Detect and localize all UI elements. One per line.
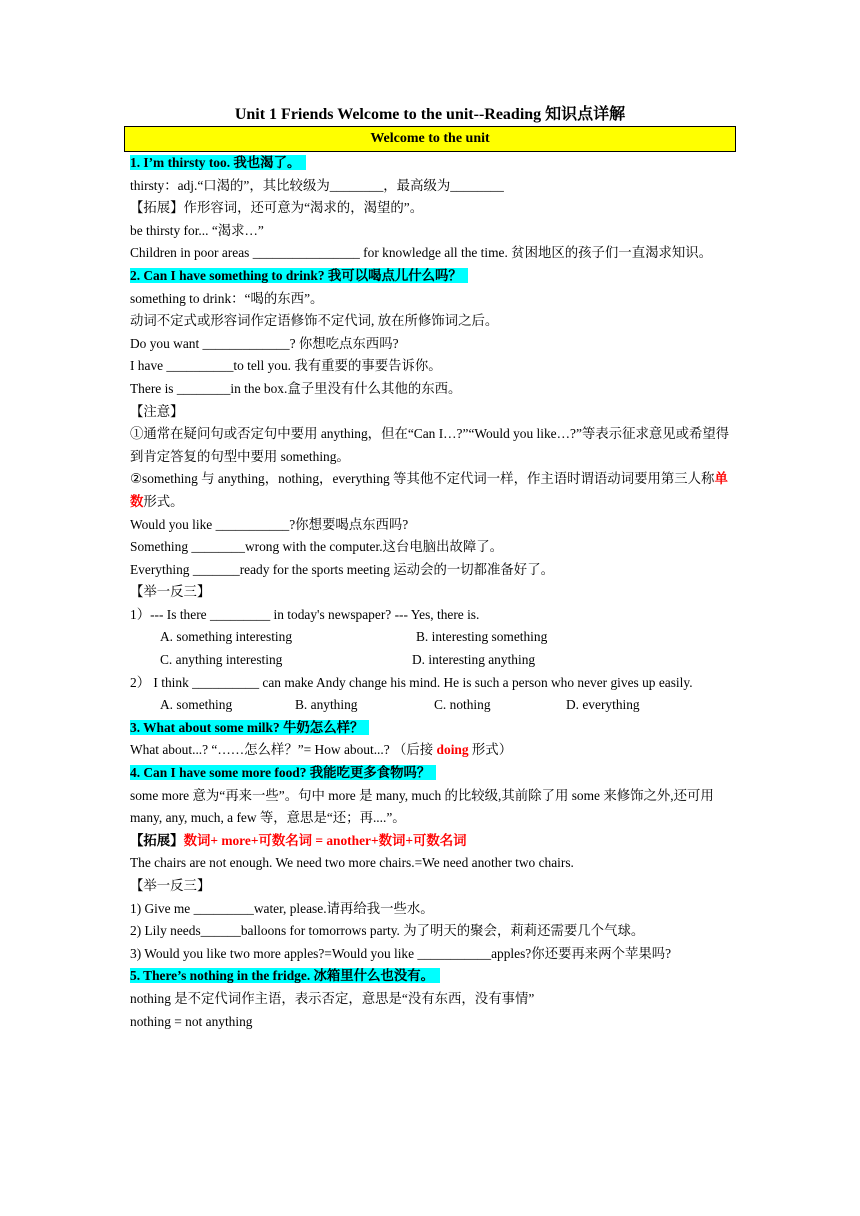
- exercise-options: [130, 626, 732, 649]
- text-line: There is ________in the box.盒子里没有什么其他的东西。: [130, 380, 462, 396]
- text-line: nothing 是不定代词作主语，表示否定，意思是“没有东西，没有事情”: [130, 990, 535, 1006]
- page-title: Unit 1 Friends Welcome to the unit--Reading 知识点详解: [234, 106, 626, 123]
- text-line: Would you like ___________?你想要喝点东西吗?: [130, 516, 409, 532]
- text-line: 动词不定式或形容词作定语修饰不定代词, 放在所修饰词之后。: [130, 313, 499, 329]
- point-1-heading: 1. I’m thirsty too. 我也渴了。: [130, 155, 306, 170]
- text-line: The chairs are not enough. We need two more chairs.=We need another two chairs.: [130, 855, 574, 871]
- highlight-text: 数词+ more+可数名词 = another+数词+可数名词: [183, 832, 467, 848]
- exercise-options: [130, 649, 732, 672]
- point-5-heading: 5. There’s nothing in the fridge. 冰箱里什么也没有。: [130, 968, 440, 983]
- text-line: 【拓展】作形容词，还可意为“渴求的，渴望的”。: [130, 200, 424, 216]
- option-b: B. anything: [295, 697, 358, 713]
- exercise-heading: 【举一反三】: [130, 584, 211, 600]
- extension-line: 【拓展】数词+ more+可数名词 = another+数词+可数名词: [130, 832, 467, 848]
- option-d: D. interesting anything: [412, 652, 536, 668]
- option-a: A. something: [160, 697, 233, 713]
- highlight-text: doing: [436, 742, 469, 758]
- text-line: something to drink：“喝的东西”。: [130, 290, 324, 306]
- text-line: nothing = not anything: [130, 1013, 253, 1029]
- text-line: I have __________to tell you. 我有重要的事要告诉你。: [130, 358, 442, 374]
- exercise-question: 1）--- Is there _________ in today's newspaper? --- Yes, there is.: [130, 606, 480, 622]
- text-line: Do you want _____________? 你想吃点东西吗?: [130, 335, 399, 351]
- text-line: Everything _______ready for the sports meeting 运动会的一切都准备好了。: [130, 561, 554, 577]
- note-item: ②something 与 anything，nothing，everything 等其他不定代词一样，作主语时谓语动词要用第三人称单数形式。: [130, 471, 728, 509]
- text-line: Something ________wrong with the computer.这台电脑出故障了。: [130, 539, 504, 555]
- option-c: C. nothing: [434, 697, 491, 713]
- note-heading: 【注意】: [130, 403, 184, 419]
- point-2-heading: 2. Can I have something to drink? 我可以喝点儿什么吗？: [130, 268, 468, 283]
- exercise-question: 2） I think __________ can make Andy change his mind. He is such a person who never gives up easily.: [130, 674, 693, 690]
- document-body: [130, 152, 732, 1033]
- note-item: ①通常在疑问句或否定句中要用 anything，但在“Can I…?”“Would you like…?”等表示征求意见或希望得到肯定答复的句型中要用 something。: [130, 426, 730, 464]
- option-b: B. interesting something: [416, 629, 548, 645]
- text-line: thirsty：adj.“口渴的”，其比较级为________，最高级为________: [130, 177, 504, 193]
- exercise-question: 3) Would you like two more apples?=Would you like ___________apples?你还要再来两个苹果吗?: [130, 945, 672, 961]
- text-line: some more 意为“再来一些”。句中 more 是 many, much 的比较级,其前除了用 some 来修饰之外,还可用 many, any, much, a few 等，意思是“还；再....”。: [130, 787, 714, 826]
- exercise-options: [130, 694, 732, 717]
- point-3-heading: 3. What about some milk? 牛奶怎么样？: [130, 720, 369, 735]
- option-c: C. anything interesting: [160, 652, 283, 668]
- option-d: D. everything: [566, 697, 640, 713]
- text-line: Children in poor areas ________________ for knowledge all the time. 贫困地区的孩子们一直渴求知识。: [130, 245, 713, 261]
- section-banner: Welcome to the unit: [124, 126, 736, 152]
- exercise-heading: 【举一反三】: [130, 878, 211, 893]
- option-a: A. something interesting: [160, 629, 293, 645]
- point-4-heading: 4. Can I have some more food? 我能吃更多食物吗？: [130, 765, 436, 780]
- text-line: be thirsty for... “渴求…”: [130, 222, 264, 238]
- exercise-question: 1) Give me _________water, please.请再给我一些水。: [130, 900, 434, 916]
- highlight-text: 单数: [130, 471, 728, 509]
- text-line: What about...? “……怎么样？”= How about...? （后接 doing 形式）: [130, 742, 513, 758]
- exercise-question: 2) Lily needs______balloons for tomorrows party. 为了明天的聚会，莉莉还需要几个气球。: [130, 923, 645, 939]
